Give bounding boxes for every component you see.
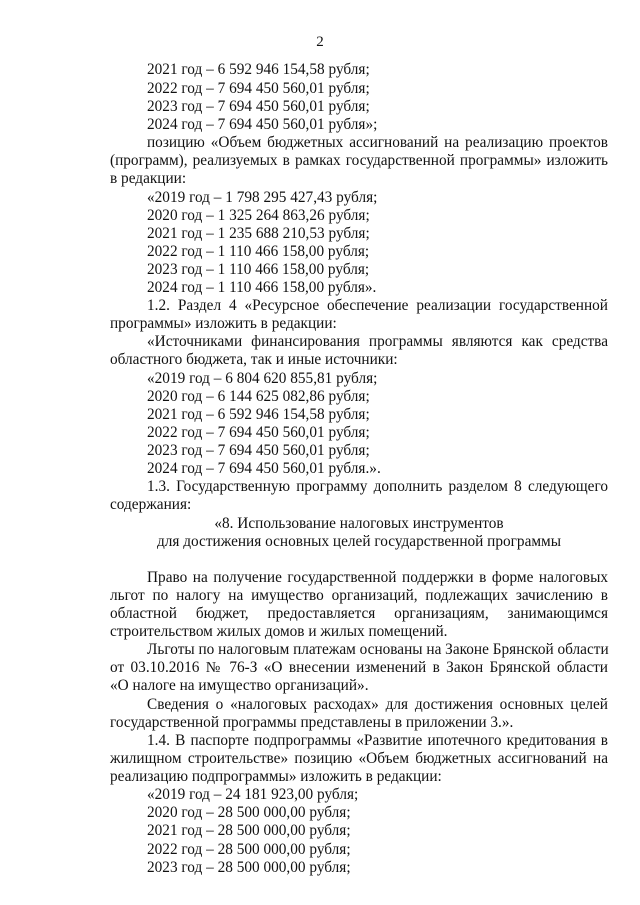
text-line: 2023 год – 1 110 466 158,00 рубля; [147, 261, 370, 278]
text-line: областного бюджета, так и иные источники: [110, 351, 398, 368]
text-line: реализацию подпрограммы» изложить в редакции: [110, 768, 442, 785]
text-line: 2023 год – 28 500 000,00 рубля; [147, 859, 351, 876]
text-line: 2021 год – 1 235 688 210,53 рубля; [147, 225, 370, 242]
text-line: «2019 год – 1 798 295 427,43 рубля; [147, 189, 378, 206]
text-line: (программ), реализуемых в рамках государственной программы» изложить [110, 152, 608, 169]
text-line: 2020 год – 28 500 000,00 рубля; [147, 804, 351, 821]
text-line: 2023 год – 7 694 450 560,01 рубля; [147, 442, 370, 459]
text-line: 1.2. Раздел 4 «Ресурсное обеспечение реализации государственной [147, 297, 608, 314]
section-heading: для достижения основных целей государственной программы [156, 533, 562, 550]
text-line: 2021 год – 28 500 000,00 рубля; [147, 822, 351, 839]
text-line: областной бюджет, предоставляется организациям, занимающимся [110, 605, 608, 622]
text-line: Льготы по налоговым платежам основаны на Законе Брянской области [147, 641, 609, 658]
text-line: содержания: [110, 496, 192, 513]
text-line: 2023 год – 7 694 450 560,01 рубля; [147, 98, 370, 115]
text-line: 1.4. В паспорте подпрограммы «Развитие ипотечного кредитования в [147, 732, 608, 749]
text-line: «О налоге на имущество организаций». [110, 677, 369, 694]
text-line: от 03.10.2016 № 76-З «О внесении изменений в Закон Брянской области [110, 659, 608, 676]
text-line: 2024 год – 7 694 450 560,01 рубля»; [147, 116, 378, 133]
text-line: государственной программы представлены в приложении 3.». [110, 714, 514, 731]
section-heading: «8. Использование налоговых инструментов [214, 515, 504, 532]
text-line: строительством жилых домов и жилых помещений. [110, 623, 448, 640]
text-line: «2019 год – 24 181 923,00 рубля; [147, 786, 359, 803]
text-line: 1.3. Государственную программу дополнить разделом 8 следующего [147, 478, 608, 495]
text-line: 2021 год – 6 592 946 154,58 рубля; [147, 61, 370, 78]
text-line: «2019 год – 6 804 620 855,81 рубля; [147, 370, 378, 387]
text-line: программы» изложить в редакции: [110, 315, 337, 332]
text-line: 2022 год – 1 110 466 158,00 рубля; [147, 243, 370, 260]
text-line: 2020 год – 1 325 264 863,26 рубля; [147, 207, 370, 224]
text-line: 2022 год – 7 694 450 560,01 рубля; [147, 80, 370, 97]
text-line: 2022 год – 28 500 000,00 рубля; [147, 841, 351, 858]
text-line: позицию «Объем бюджетных ассигнований на реализацию проектов [147, 134, 608, 151]
text-line: жилищном строительстве» позицию «Объем бюджетных ассигнований на [110, 750, 608, 767]
page-number: 2 [316, 34, 324, 50]
text-line: Сведения о «налоговых расходах» для достижения основных целей [147, 696, 608, 713]
text-line: 2022 год – 7 694 450 560,01 рубля; [147, 424, 370, 441]
text-line: 2024 год – 1 110 466 158,00 рубля». [147, 279, 377, 296]
text-line: льгот по налогу на имущество организаций, подлежащих зачислению в [110, 587, 608, 604]
text-line: 2024 год – 7 694 450 560,01 рубля.». [147, 460, 381, 477]
text-line: Право на получение государственной поддержки в форме налоговых [147, 569, 608, 586]
text-line: 2020 год – 6 144 625 082,86 рубля; [147, 388, 370, 405]
text-line: 2021 год – 6 592 946 154,58 рубля; [147, 406, 370, 423]
text-line: в редакции: [110, 170, 187, 187]
text-line: «Источниками финансирования программы являются как средства [147, 333, 608, 350]
